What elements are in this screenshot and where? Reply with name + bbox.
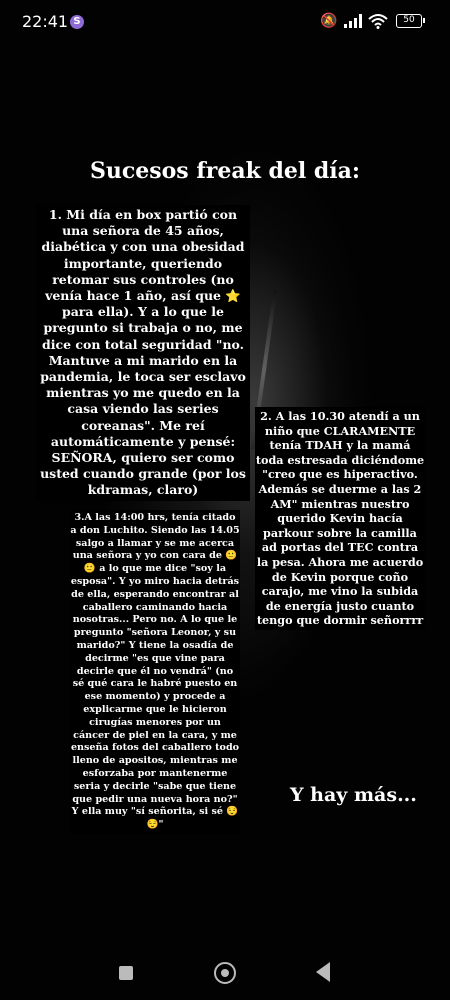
more-coming-text: Y hay más...	[290, 784, 417, 806]
status-bar	[0, 0, 450, 42]
story-text-block-2: 2. A las 10.30 atendí a un niño que CLARAMENTE tenía TDAH y la mamá toda estresada diciéndome "creo que es hiperactivo. Además se duerme a las 2 AM" mientras nuestro querido Kevin hacía parkour sobre la camilla ad portas del TEC contra la pesa. Ahora me acuerdo de Kevin porque coño carajo, me vino la subida de energía justo cuanto tengo que dormir señorrrr	[255, 407, 425, 630]
mute-icon: 🔕	[320, 13, 338, 29]
story-text-block-1: 1. Mi día en box partió con una señora de 45 años, diabética y con una obesidad importante, queriendo retomar sus controles (no venía hace 1 año, así que ⭐ para ella). Y a lo que le pregunto si trabaja o no, me dice con total seguridad "no. Mantuve a mi marido en la pandemia, le toca ser esclavo mientras yo me quedo en la casa viendo las series coreanas". Me reí automáticamente y pensé: SEÑORA, quiero ser como usted cuando grande (por los kdramas, claro)	[36, 205, 250, 501]
status-time: 22:41	[22, 12, 69, 31]
battery-icon: 50	[396, 14, 422, 28]
signal-icon	[344, 14, 362, 28]
home-button-icon[interactable]	[214, 962, 236, 984]
recents-button-icon[interactable]	[119, 966, 133, 980]
notification-icon: S	[70, 15, 84, 29]
wifi-icon	[368, 13, 388, 29]
back-button-icon[interactable]	[316, 962, 330, 982]
story-title: Sucesos freak del día:	[89, 158, 361, 184]
story-text-block-3: 3.A las 14:00 hrs, tenía citado a don Luchito. Siendo las 14.05 salgo a llamar y se me acerca una señora y yo con cara de 🙂🙂 a lo que me dice "soy la esposa". Y yo miro hacia detrás de ella, esperando encontrar al caballero caminando hacia nosotras... Pero no. A lo que le pregunto "señora Leonor, y su marido?" Y tiene la osadía de decirme "es que vine para decirle que él no vendrá" (no sé qué cara le habré puesto en ese momento) y procede a explicarme que le hicieron cirugías menores por un cáncer de piel en la cara, y me enseña fotos del caballero todo lleno de apositos, mientras me esforzaba por mantenerme seria y decirle "sabe que tiene que pedir una nueva hora no?" Y ella muy "sí señorita, si sé 😌😌"	[70, 510, 240, 834]
